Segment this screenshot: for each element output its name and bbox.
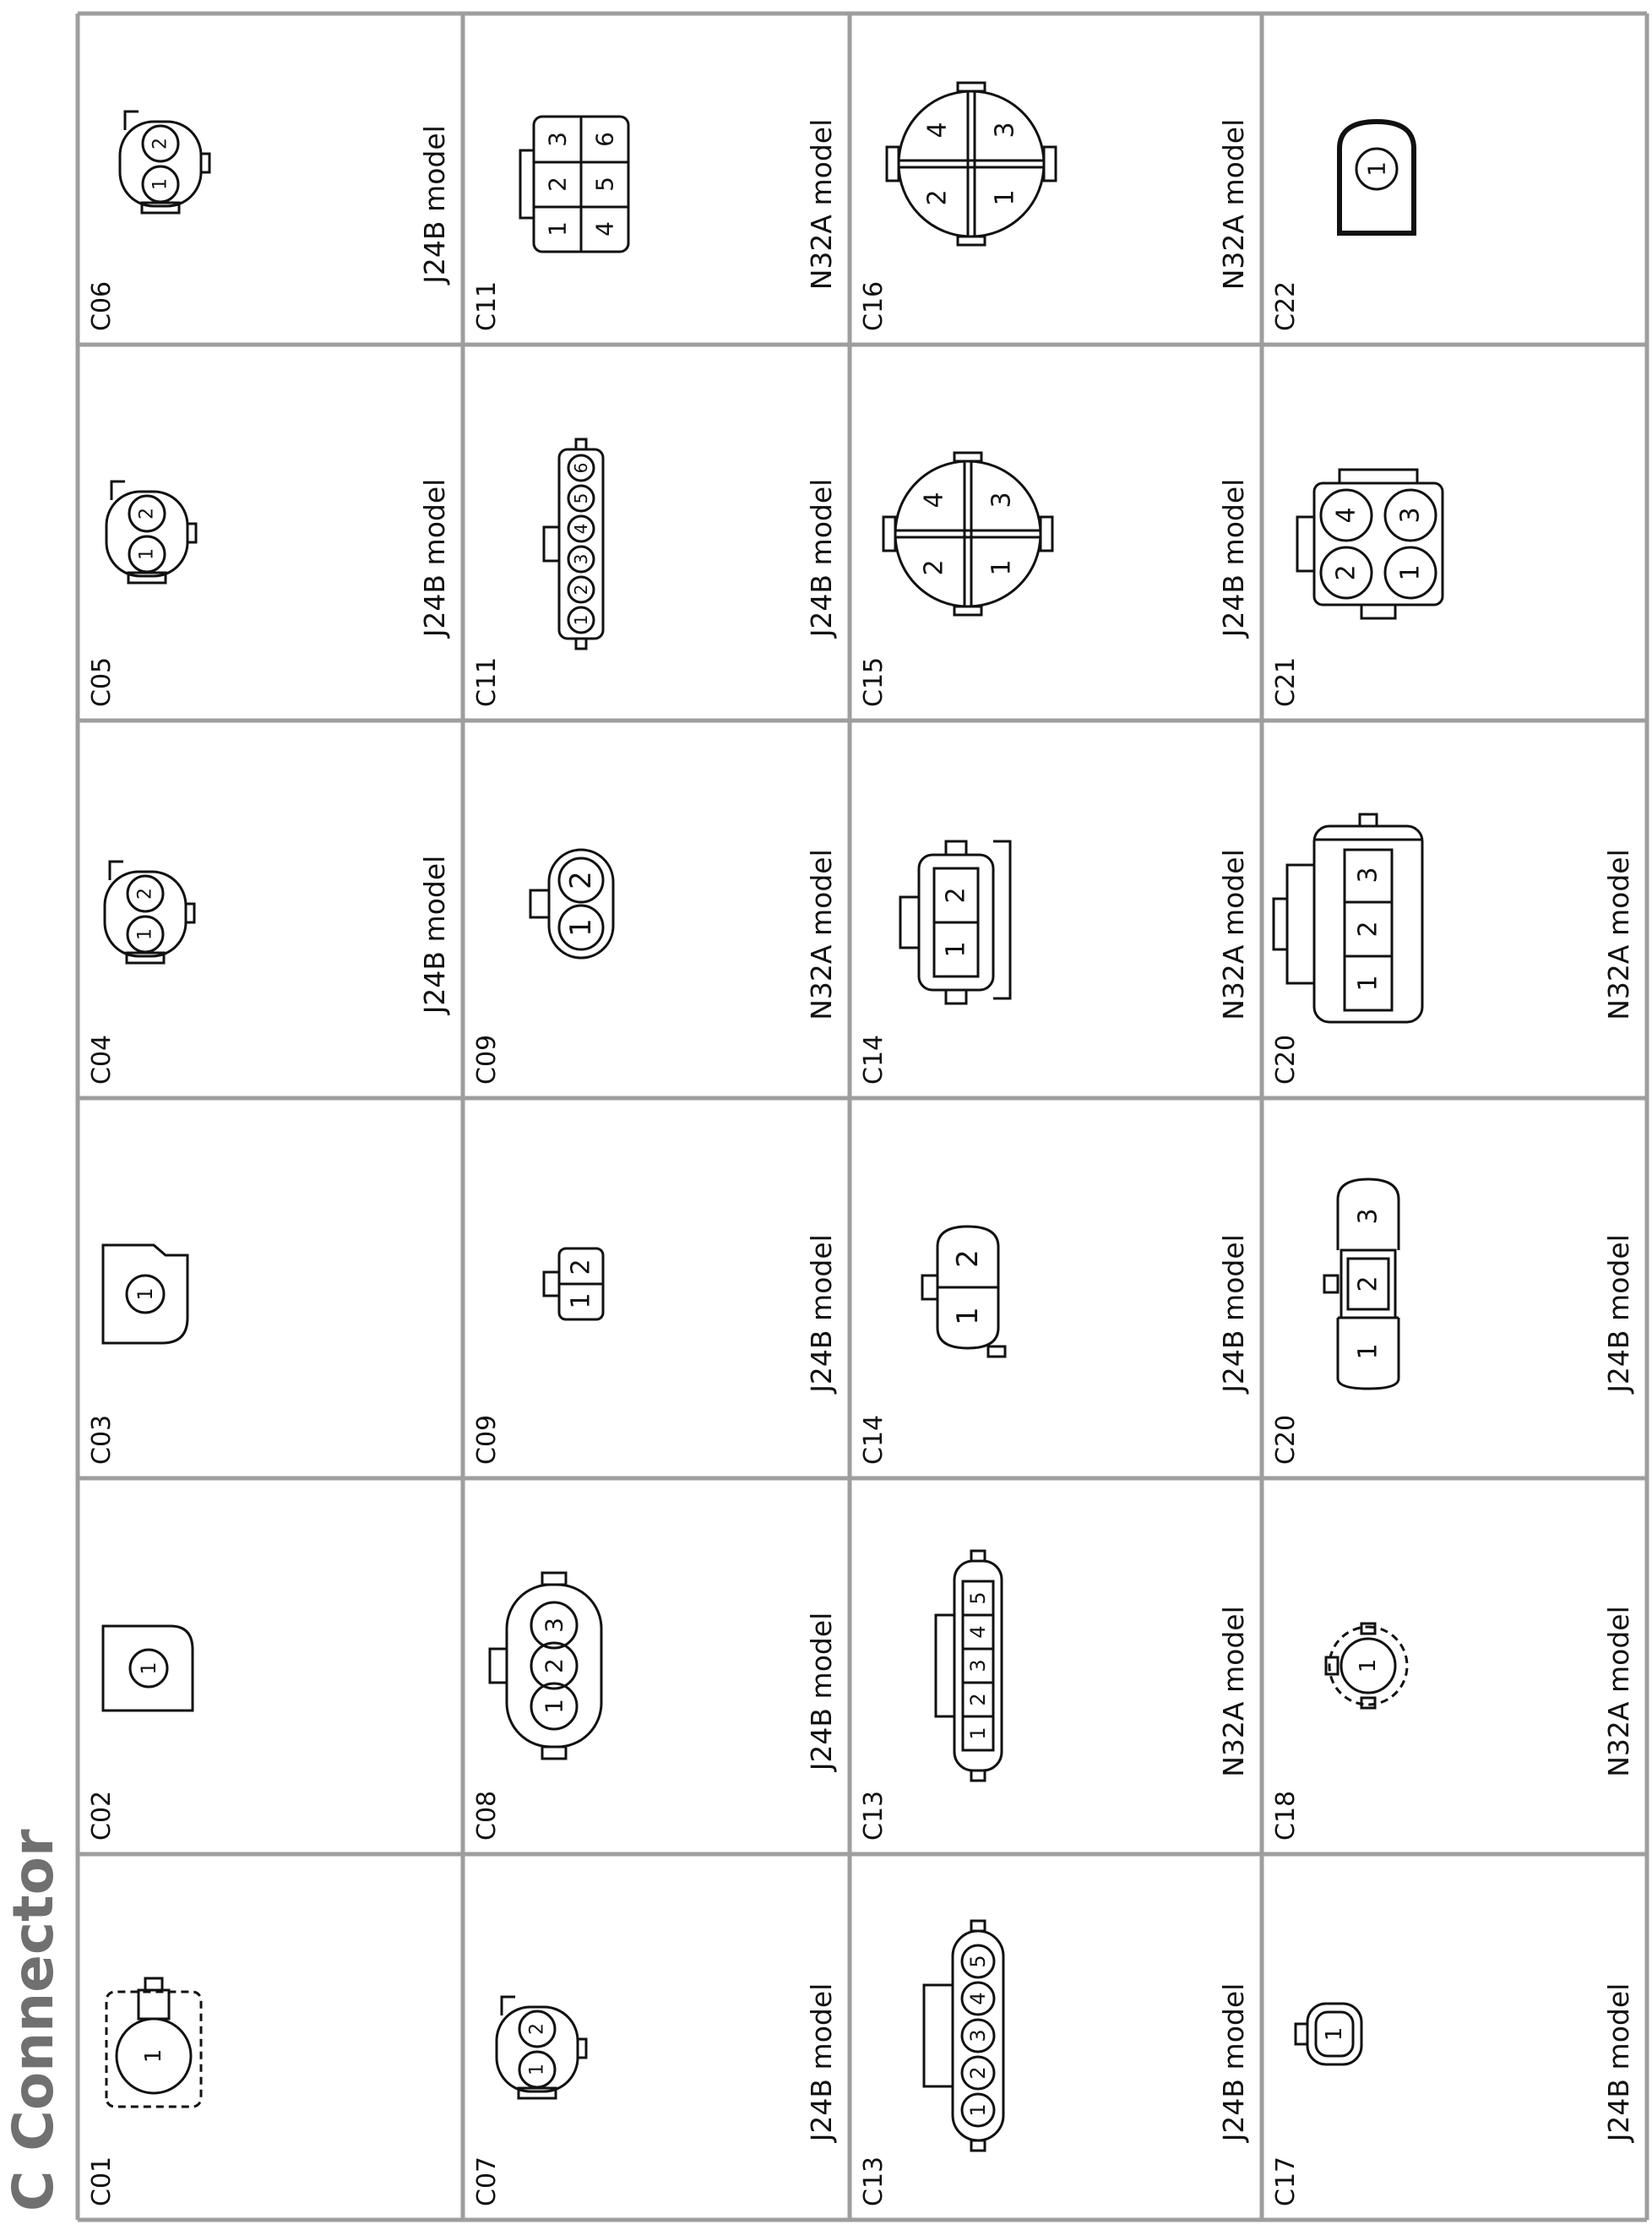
model-note: N32A model xyxy=(1217,1606,1250,1777)
pin-number: 4 xyxy=(1331,507,1361,524)
pin-number: 1 xyxy=(526,2064,548,2075)
pin-number: 2 xyxy=(966,1693,990,1706)
connector-cell xyxy=(472,1573,838,1841)
model-note: J24B model xyxy=(1217,478,1250,638)
model-note: J24B model xyxy=(418,855,451,1014)
model-note: J24B model xyxy=(1217,1983,1250,2142)
pin-number: 3 xyxy=(571,553,591,565)
pin-number: 6 xyxy=(590,132,619,147)
connector-cell xyxy=(87,1978,201,2206)
model-note: J24B model xyxy=(805,1234,838,1393)
pin-number: 2 xyxy=(543,177,572,192)
connector-row xyxy=(859,83,1250,2206)
model-note: J24B model xyxy=(805,1983,838,2142)
connector-cell xyxy=(859,1921,1250,2206)
single-pin-round-connector-icon xyxy=(1296,2004,1361,2064)
pin-number: 1 xyxy=(136,548,158,560)
pin-number: 2 xyxy=(564,871,598,889)
pin-number: 1 xyxy=(566,1292,596,1309)
connector-code: C15 xyxy=(859,656,888,707)
pin-number: 2 xyxy=(941,887,971,904)
six-pin-strip-connector-icon xyxy=(544,439,603,649)
pin-number: 1 xyxy=(1362,161,1391,177)
connector-code: C20 xyxy=(1271,1414,1301,1465)
connector-code: C18 xyxy=(1271,1790,1301,1841)
pin-number: 2 xyxy=(136,508,158,519)
pin-number: 1 xyxy=(1322,2026,1347,2042)
connector-cell xyxy=(472,1234,838,1465)
pin-number: 1 xyxy=(571,614,591,626)
pin-number: 1 xyxy=(990,189,1020,206)
connector-code: C04 xyxy=(87,1034,117,1085)
pin-number: 2 xyxy=(540,1658,568,1673)
pin-number: 3 xyxy=(543,132,572,147)
pin-number: 1 xyxy=(134,928,156,940)
single-pin-dashed-ring-connector-icon xyxy=(1326,1624,1407,1708)
connector-cell xyxy=(472,439,838,707)
pin-number: 1 xyxy=(137,1662,160,1675)
pin-number: 3 xyxy=(540,1618,568,1633)
pin-number: 3 xyxy=(1395,507,1426,524)
connector-cell xyxy=(472,1983,838,2206)
connector-code: C02 xyxy=(87,1790,117,1841)
two-pin-small-block-connector-icon xyxy=(544,1248,603,1319)
five-pin-box-strip-connector-icon xyxy=(936,1551,1002,1781)
grid-lines xyxy=(78,14,1647,2220)
connector-cell xyxy=(87,112,451,331)
pin-number: 1 xyxy=(1353,975,1383,992)
pin-number: 2 xyxy=(951,1249,985,1268)
pin-number: 3 xyxy=(986,492,1017,509)
connector-cell xyxy=(87,1626,193,1841)
pin-number: 1 xyxy=(986,559,1017,576)
six-pin-grid-connector-icon xyxy=(520,117,628,252)
pin-number: 1 xyxy=(1356,1658,1381,1673)
connector-cell xyxy=(859,841,1250,1085)
pin-number: 5 xyxy=(571,492,591,504)
four-pin-circular-connector-icon xyxy=(887,83,1056,245)
connector-code: C16 xyxy=(859,280,888,331)
connector-code: C11 xyxy=(472,280,502,331)
two-pin-oval-connector-icon xyxy=(106,481,196,583)
model-note: J24B model xyxy=(805,478,838,638)
pin-number: 1 xyxy=(543,221,572,237)
pin-number: 5 xyxy=(590,177,619,192)
pin-number: 3 xyxy=(1353,1208,1383,1225)
connector-row xyxy=(87,112,451,2206)
pin-number: 1 xyxy=(1353,1343,1383,1360)
pin-number: 2 xyxy=(571,584,591,596)
connector-row xyxy=(1271,122,1635,2206)
pin-number: 4 xyxy=(590,221,619,237)
pin-number: 4 xyxy=(922,122,953,139)
two-pin-flanged-connector-icon xyxy=(900,841,1010,1004)
connector-cell xyxy=(1271,1983,1635,2206)
two-pin-oval-connector-icon xyxy=(497,1997,586,2098)
connector-code: C06 xyxy=(87,280,117,331)
connector-code: C14 xyxy=(859,1414,888,1465)
pin-number: 1 xyxy=(941,941,971,958)
connector-cell xyxy=(1271,1179,1635,1465)
pin-number: 3 xyxy=(966,2029,990,2042)
connector-cell xyxy=(1271,470,1443,707)
connector-code: C14 xyxy=(859,1034,888,1085)
model-note: N32A model xyxy=(1602,849,1635,1020)
connector-code: C07 xyxy=(472,2156,502,2206)
pin-number: 1 xyxy=(966,2103,990,2117)
connector-code: C05 xyxy=(87,656,117,707)
pin-number: 2 xyxy=(1353,921,1383,938)
pin-number: 1 xyxy=(966,1727,990,1740)
two-pin-oval-connector-icon xyxy=(120,112,209,213)
connector-cell xyxy=(87,1245,187,1465)
connector-cell xyxy=(859,1551,1250,1841)
model-note: J24B model xyxy=(805,1612,838,1771)
pin-number: 2 xyxy=(149,138,171,150)
pin-number: 2 xyxy=(566,1259,596,1275)
pin-number: 2 xyxy=(1331,564,1361,581)
pin-number: 1 xyxy=(133,1287,157,1301)
model-note: J24B model xyxy=(1602,1234,1635,1393)
model-note: N32A model xyxy=(1217,849,1250,1020)
connector-code: C03 xyxy=(87,1414,117,1465)
three-pin-oval-connector-icon xyxy=(490,1573,601,1759)
pin-number: 2 xyxy=(526,2023,548,2035)
model-note: N32A model xyxy=(805,118,838,291)
pin-number: 3 xyxy=(990,122,1020,139)
pin-number: 4 xyxy=(571,523,591,535)
two-pin-oval-connector-icon xyxy=(105,862,194,963)
model-note: N32A model xyxy=(1602,1606,1635,1777)
pin-number: 1 xyxy=(540,1699,568,1714)
pin-number: 2 xyxy=(966,2066,990,2080)
pin-number: 5 xyxy=(966,1591,990,1605)
pin-number: 4 xyxy=(966,1992,990,2005)
connector-cell xyxy=(859,453,1250,707)
connector-cell xyxy=(472,849,838,1085)
pin-number: 6 xyxy=(571,462,591,474)
connector-cell xyxy=(472,117,838,331)
single-pin-notched-connector-icon xyxy=(103,1245,187,1343)
single-pin-dome-connector-icon xyxy=(1340,122,1414,233)
pin-number: 2 xyxy=(922,189,953,206)
three-pin-split-connector-icon xyxy=(1324,1179,1399,1389)
model-note: J24B model xyxy=(418,125,451,284)
connector-code: C09 xyxy=(472,1414,502,1465)
model-note: J24B model xyxy=(418,478,451,638)
pin-number: 4 xyxy=(966,1625,990,1639)
four-pin-circular-connector-icon xyxy=(883,453,1052,615)
two-pin-latch-connector-icon xyxy=(922,1226,1005,1357)
pin-number: 3 xyxy=(966,1659,990,1672)
model-note: J24B model xyxy=(1602,1983,1635,2142)
connector-code: C22 xyxy=(1271,280,1301,331)
pin-number: 4 xyxy=(919,492,949,509)
connector-cell xyxy=(859,1226,1250,1465)
pin-number: 1 xyxy=(141,2048,166,2064)
connector-code: C09 xyxy=(472,1034,502,1085)
pin-number: 5 xyxy=(966,1955,990,1968)
five-pin-round-strip-connector-icon xyxy=(924,1921,1003,2151)
connector-code: C17 xyxy=(1271,2156,1301,2206)
pin-number: 3 xyxy=(1353,867,1383,884)
model-note: N32A model xyxy=(1217,118,1250,291)
connector-code: C01 xyxy=(87,2156,117,2206)
pin-number: 1 xyxy=(564,918,598,937)
connector-code: C08 xyxy=(472,1790,502,1841)
pin-number: 1 xyxy=(951,1307,985,1325)
pin-number: 1 xyxy=(149,178,171,190)
page-title: C Connector xyxy=(1,1829,66,2211)
single-pin-block-connector-icon xyxy=(103,1626,193,1711)
connector-row xyxy=(472,117,838,2206)
model-note: N32A model xyxy=(805,849,838,1020)
connector-cell xyxy=(1271,122,1414,331)
connector-cell xyxy=(87,856,451,1085)
connector-cell xyxy=(1271,1606,1635,1841)
two-pin-round-connector-icon xyxy=(530,850,613,958)
connector-code: C21 xyxy=(1271,656,1301,707)
three-pin-box-connector-icon xyxy=(1274,814,1422,1022)
pin-number: 2 xyxy=(1353,1275,1383,1292)
model-note: J24B model xyxy=(1217,1234,1250,1393)
pin-number: 2 xyxy=(919,559,949,576)
pin-number: 1 xyxy=(1395,564,1426,581)
connector-cell xyxy=(859,83,1250,331)
pin-number: 2 xyxy=(134,888,156,900)
connector-cell xyxy=(1271,814,1635,1085)
connector-code: C20 xyxy=(1271,1034,1301,1085)
connector-cell xyxy=(87,479,451,707)
connector-code: C13 xyxy=(859,2156,888,2206)
round-single-pin-dashed-connector-icon xyxy=(106,1978,201,2107)
connector-code: C13 xyxy=(859,1790,888,1841)
connector-code: C11 xyxy=(472,656,502,707)
four-pin-square-connector-icon xyxy=(1297,470,1443,618)
